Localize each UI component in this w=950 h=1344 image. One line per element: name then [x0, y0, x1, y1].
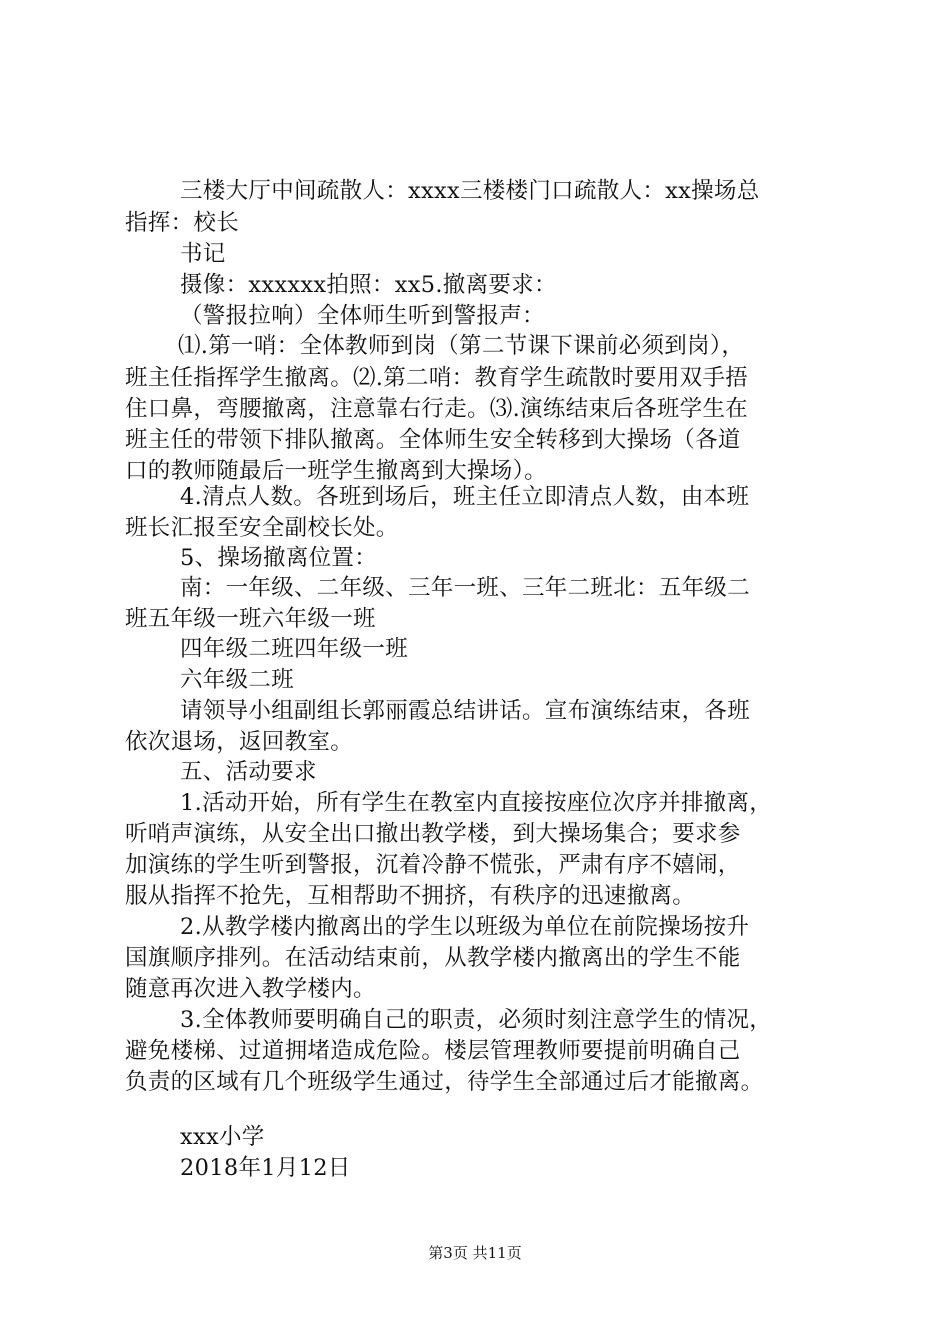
text-line: 摄像：xxxxxx拍照：xx5.撤离要求：: [180, 272, 557, 298]
text-line: ⑴.第一哨：全体教师到岗（第二节课下课前必须到岗），: [178, 333, 745, 359]
text-line: 加演练的学生听到警报，沉着冷静不慌张，严肃有序不嬉闹，: [125, 852, 741, 878]
text-line: 书记: [180, 241, 226, 267]
text-line: 班主任指挥学生撤离。⑵.第二哨：教育学生疏散时要用双手捂: [125, 365, 749, 391]
text-line: 六年级二班: [180, 667, 295, 693]
text-line: 随意再次进入教学楼内。: [125, 976, 376, 1002]
text-line: 南：一年级、二年级、三年一班、三年二班北：五年级二: [180, 575, 751, 601]
text-line: 国旗顺序排列。在活动结束前，从教学楼内撤离出的学生不能: [125, 945, 741, 971]
text-line: 指挥：校长: [125, 210, 240, 236]
text-line: 2.从教学楼内撤离出的学生以班级为单位在前院操场按升: [180, 914, 750, 940]
signature-org: xxx小学: [180, 1124, 265, 1150]
page-number-footer: 第3页 共11页: [428, 1244, 522, 1262]
text-line: 四年级二班四年级一班: [180, 636, 409, 662]
text-line: 4.清点人数。各班到场后，班主任立即清点人数，由本班: [180, 484, 750, 510]
text-line: 1.活动开始，所有学生在教室内直接按座位次序并排撤离，: [180, 790, 773, 816]
text-line: 3.全体教师要明确自己的职责，必须时刻注意学生的情况，: [180, 1007, 773, 1033]
text-line: 五、活动要求: [180, 759, 317, 785]
text-line: 服从指挥不抢先，互相帮助不拥挤，有秩序的迅速撤离。: [125, 883, 696, 909]
signature-date: 2018年1月12日: [180, 1155, 351, 1181]
text-line: 住口鼻，弯腰撤离，注意靠右行走。⑶.演练结束后各班学生在: [125, 396, 749, 422]
text-line: 负责的区域有几个班级学生通过，待学生全部通过后才能撤离。: [125, 1069, 764, 1095]
text-line: 依次退场，返回教室。: [125, 729, 354, 755]
text-line: 班五年级一班六年级一班: [125, 606, 376, 632]
text-line: 班主任的带领下排队撤离。全体师生安全转移到大操场（各道: [125, 427, 741, 453]
text-line: 5、操场撤离位置：: [180, 545, 378, 571]
text-line: 听哨声演练，从安全出口撤出教学楼，到大操场集合；要求参: [125, 821, 741, 847]
text-line: （警报拉响）全体师生听到警报声：: [180, 303, 545, 329]
text-line: 班长汇报至安全副校长处。: [125, 515, 399, 541]
text-line: 三楼大厅中间疏散人：xxxx三楼楼门口疏散人：xx操场总: [180, 178, 760, 204]
text-line: 口的教师随最后一班学生撤离到大操场）。: [125, 458, 547, 484]
text-line: 请领导小组副组长郭丽霞总结讲话。宣布演练结束，各班: [180, 698, 751, 724]
text-line: 避免楼梯、过道拥堵造成危险。楼层管理教师要提前明确自己: [125, 1038, 741, 1064]
